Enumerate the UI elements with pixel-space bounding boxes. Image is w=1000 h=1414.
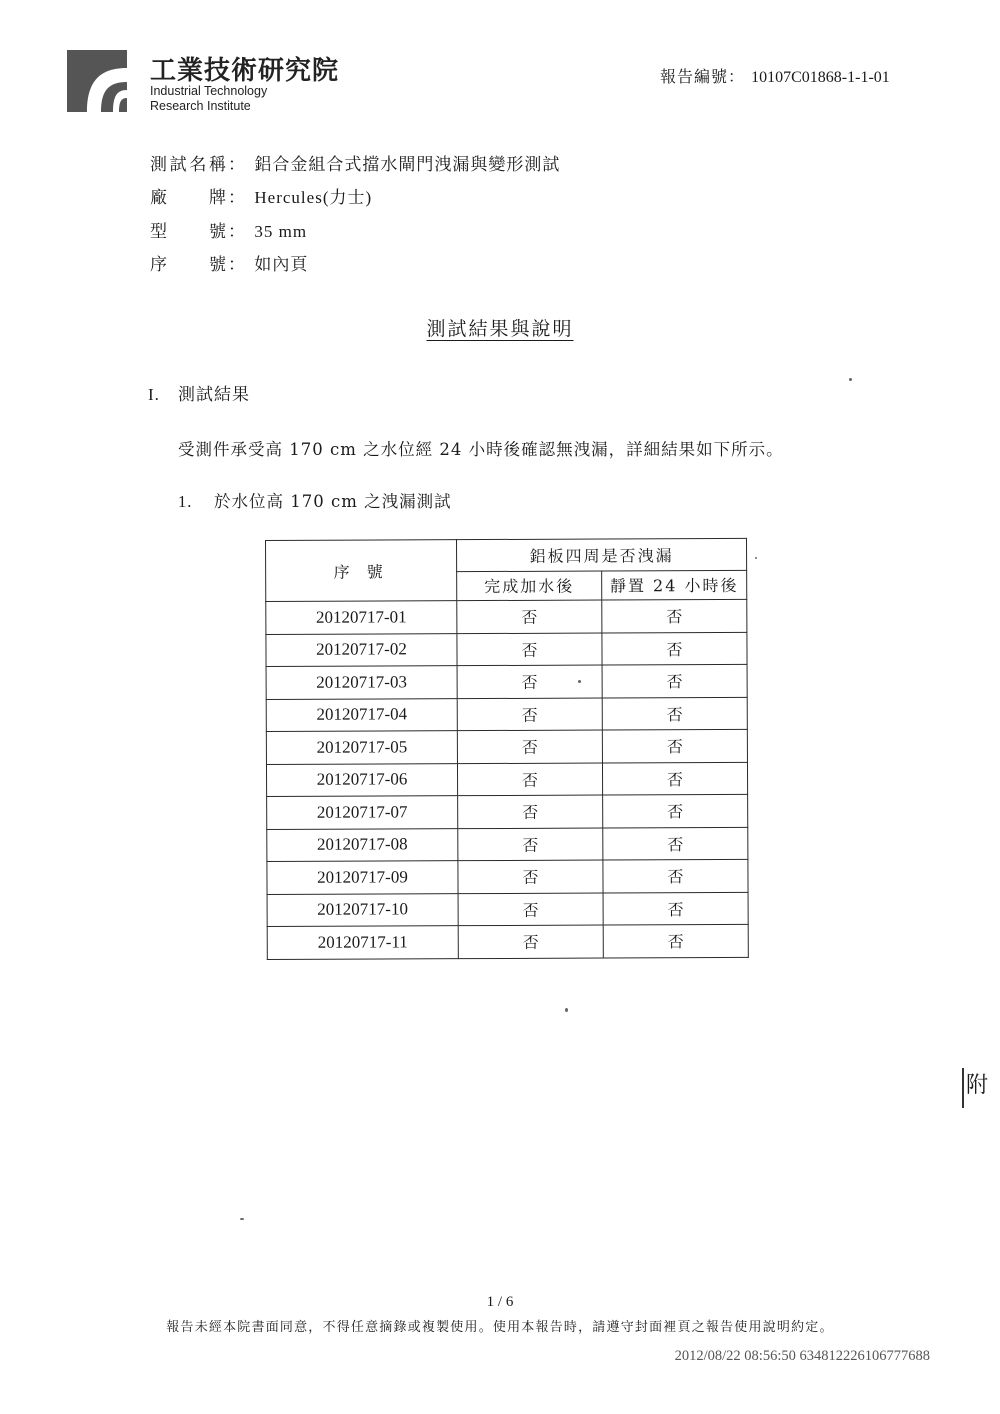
- table-row: [266, 599, 747, 634]
- cell-after-fill: 否: [458, 828, 603, 861]
- heading-text: 測試結果: [178, 385, 250, 405]
- section-title-text: 測試結果與說明: [426, 318, 574, 340]
- meta-brand: [150, 183, 372, 208]
- cell-after-24h: 否: [602, 599, 747, 632]
- leak-results-table: [265, 538, 749, 960]
- header-after-24h: 靜置 24 小時後: [602, 570, 747, 600]
- org-name-cn: 工業技術研究院: [150, 56, 340, 86]
- table-row: [267, 794, 748, 829]
- report-number-label: 報告編號：: [660, 67, 746, 86]
- header-leak-group: 鋁板四周是否洩漏: [457, 538, 747, 571]
- cell-serial: 20120717-10: [267, 893, 458, 926]
- scan-speck: [755, 557, 757, 559]
- cell-serial: 20120717-11: [267, 926, 458, 959]
- result-summary: 受測件承受高 170 cm 之水位經 24 小時後確認無洩漏，詳細結果如下所示。: [178, 440, 784, 459]
- usage-notice: 報告未經本院書面同意，不得任意摘錄或複製使用。使用本報告時，請遵守封面裡頁之報告使用說明約定。: [166, 1320, 834, 1335]
- cell-serial: 20120717-01: [266, 601, 457, 634]
- meta-value: Hercules(力士): [254, 188, 373, 207]
- meta-separator: ：: [228, 255, 247, 275]
- meta-separator: ：: [228, 188, 247, 208]
- meta-value: 如內頁: [254, 255, 309, 274]
- table-row: [266, 729, 747, 764]
- meta-value: 鋁合金組合式擋水閘門洩漏與變形測試: [254, 155, 561, 174]
- section-title: [0, 314, 1000, 341]
- page-number: 1 / 6: [486, 1294, 514, 1310]
- header-serial: 序 號: [266, 540, 457, 602]
- table-body: [266, 599, 749, 959]
- cell-serial: 20120717-02: [266, 633, 457, 666]
- cell-after-24h: 否: [602, 762, 747, 795]
- meta-label: 廠牌: [150, 188, 228, 208]
- cell-after-24h: 否: [603, 827, 748, 860]
- scan-speck: [240, 1218, 244, 1220]
- org-name-en: [150, 84, 267, 114]
- cell-serial: 20120717-03: [266, 666, 457, 699]
- org-name-en-line1: Industrial Technology: [150, 84, 268, 98]
- table-row: [266, 697, 747, 732]
- table-row: [266, 632, 747, 667]
- cell-after-24h: 否: [603, 794, 748, 827]
- cell-after-fill: 否: [458, 860, 603, 893]
- cell-serial: 20120717-08: [267, 828, 458, 861]
- cell-after-fill: 否: [458, 925, 603, 958]
- itri-logo-icon: [67, 50, 127, 112]
- meta-model: [150, 217, 307, 242]
- org-name-en-line2: Research Institute: [150, 99, 251, 113]
- meta-test-name: [150, 150, 560, 175]
- report-number-value: 10107C01868-1-1-01: [751, 69, 890, 86]
- cell-after-fill: 否: [457, 600, 602, 633]
- cell-serial: 20120717-07: [267, 796, 458, 829]
- cell-after-24h: 否: [603, 892, 748, 925]
- cell-after-fill: 否: [457, 633, 602, 666]
- cell-serial: 20120717-05: [266, 731, 457, 764]
- meta-serial: [150, 250, 308, 275]
- print-timestamp: 2012/08/22 08:56:50 634812226106777688: [674, 1348, 930, 1364]
- cell-after-fill: 否: [457, 665, 602, 698]
- cell-after-24h: 否: [602, 632, 747, 665]
- scan-speck: [565, 1008, 568, 1012]
- cell-serial: 20120717-04: [266, 698, 457, 731]
- table-row: [266, 762, 747, 797]
- table-row: [267, 892, 748, 927]
- scan-speck: [578, 680, 581, 683]
- header-after-fill: 完成加水後: [457, 571, 602, 601]
- subheading-text: 於水位高 170 cm 之洩漏測試: [214, 492, 452, 511]
- meta-label: 測試名稱: [150, 155, 228, 175]
- scan-speck: [849, 378, 852, 381]
- cell-after-24h: 否: [602, 697, 747, 730]
- meta-value: 35 mm: [254, 222, 308, 241]
- table-row: [267, 827, 748, 862]
- cell-after-fill: 否: [457, 730, 602, 763]
- cell-serial: 20120717-06: [266, 763, 457, 796]
- cell-after-fill: 否: [457, 698, 602, 731]
- meta-label: 序號: [150, 255, 228, 275]
- table-row: [267, 924, 748, 959]
- cell-after-24h: 否: [603, 924, 748, 957]
- subheading-number: 1.: [178, 492, 193, 511]
- meta-separator: ：: [228, 222, 247, 242]
- report-number: [660, 64, 890, 87]
- cell-after-24h: 否: [602, 664, 747, 697]
- heading-number: I.: [148, 385, 160, 404]
- table-row: [267, 859, 748, 894]
- cell-after-24h: 否: [602, 729, 747, 762]
- cell-serial: 20120717-09: [267, 861, 458, 894]
- meta-separator: ：: [228, 155, 247, 175]
- table-row: [266, 664, 747, 699]
- meta-label: 型號: [150, 222, 228, 242]
- heading-test-results: [148, 380, 250, 405]
- subheading-leak-test: [178, 488, 452, 512]
- cell-after-24h: 否: [603, 859, 748, 892]
- cell-after-fill: 否: [458, 795, 603, 828]
- cell-after-fill: 否: [458, 893, 603, 926]
- cell-after-fill: 否: [457, 763, 602, 796]
- side-mark: 附: [962, 1068, 988, 1108]
